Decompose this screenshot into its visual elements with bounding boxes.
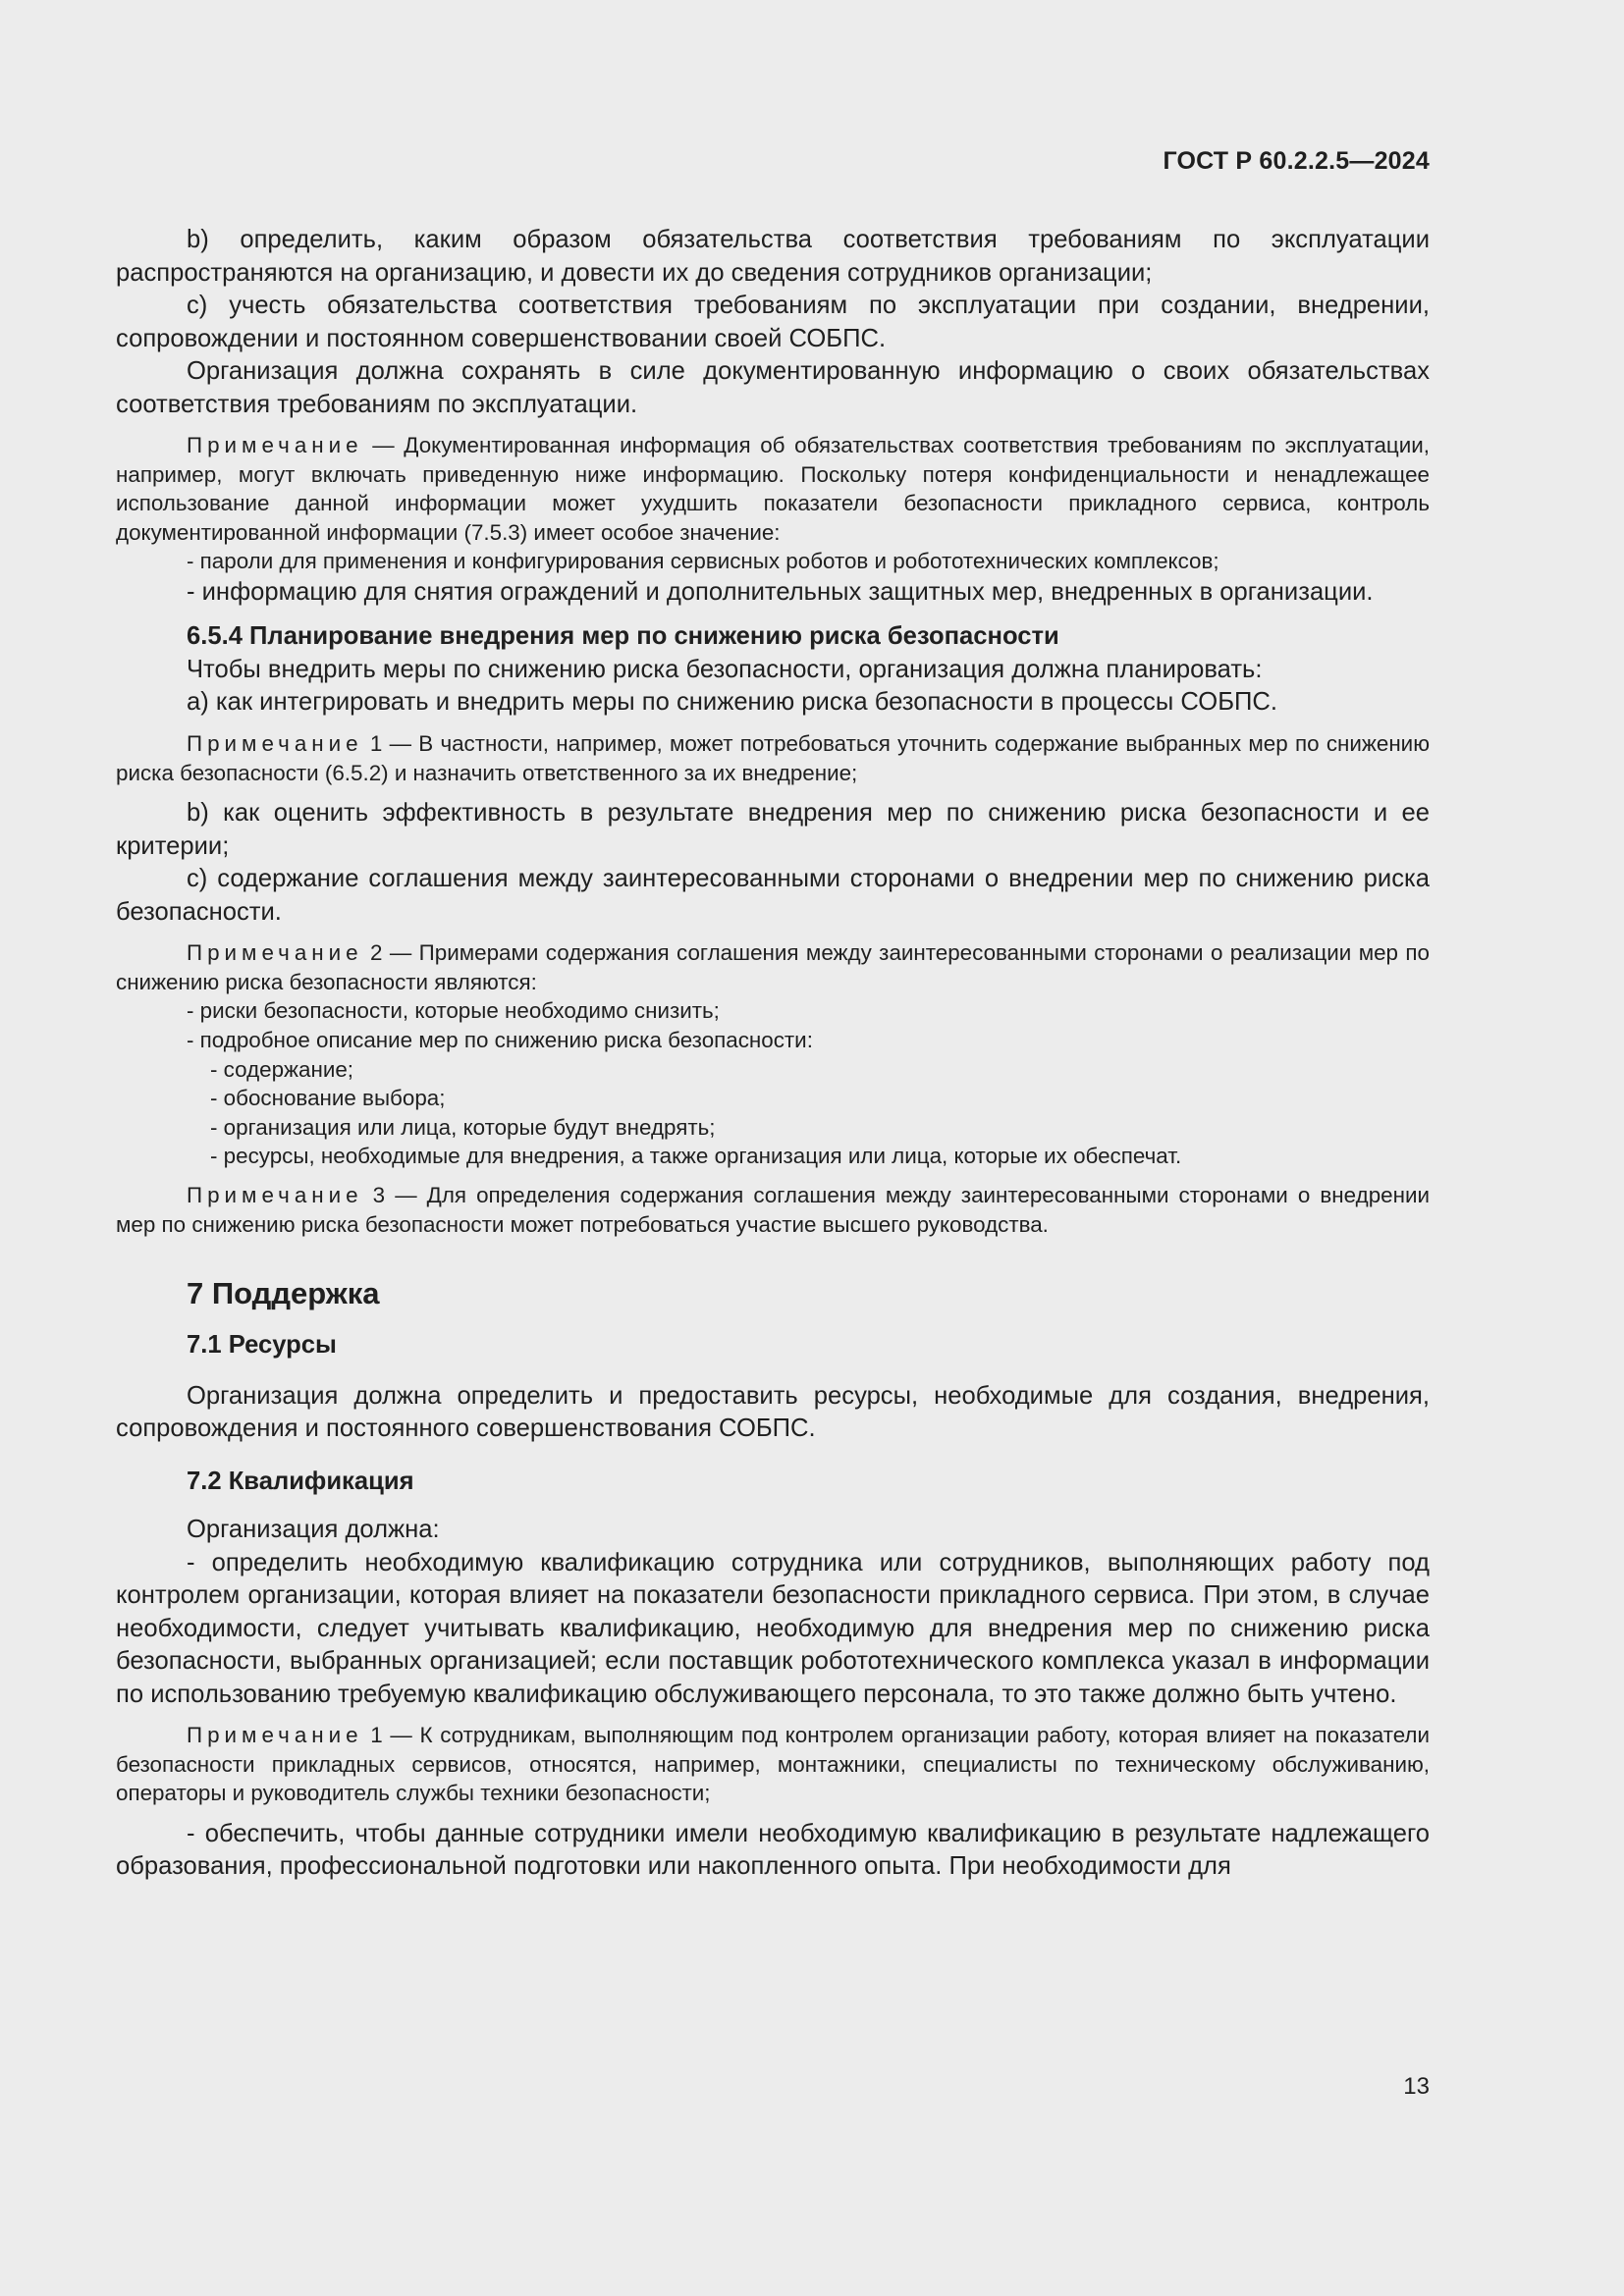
paragraph: Чтобы внедрить меры по снижению риска безопасности, организация должна планировать: [187,655,1263,683]
note-text: 1 — В частности, например, может потребоваться уточнить содержание выбранных мер по снижению риска безопасности (6.5.2) и назначить ответственного за их внедрение; [116,730,1430,785]
note-text: 1 — К сотрудникам, выполняющим под контролем организации работу, которая влияет на показатели безопасности прикладных сервисов, относятся, например, монтажники, специалисты по техническому обслуживанию, операторы и руководитель службы техники безопасности; [116,1723,1430,1806]
paragraph: c) содержание соглашения между заинтересованными сторонами о внедрении мер по снижению риска безопасности. [116,865,1430,926]
page-number: 13 [1403,2073,1430,2100]
note [116,1721,1430,1808]
paragraph: c) учесть обязательства соответствия требованиям по эксплуатации при создании, внедрении, сопровождении и постоянном совершенствовании своей СОБПС. [116,292,1430,352]
note-list-item: - подробное описание мер по снижению риска безопасности: [187,1027,813,1052]
note-label: Примечание [187,730,363,756]
note [116,1181,1430,1239]
paragraph: Организация должна: [187,1516,440,1544]
paragraph: - определить необходимую квалификацию сотрудника или сотрудников, выполняющих работу под контролем организации, которая влияет на показатели безопасности прикладного сервиса. При этом, в случае необходимости, следует учитывать квалификацию, необходимую для внедрения мер по снижению риска безопасности, выбранных организацией; если поставщик робототехнического комплекса указал в информации по использованию требуемую квалификацию обслуживающего персонала, то это также должно быть учтено. [116,1548,1430,1708]
section-heading: 7.2 Квалификация [187,1467,414,1495]
paragraph: - информацию для снятия ограждений и дополнительных защитных мер, внедренных в организации. [187,577,1374,606]
paragraph: Организация должна определить и предоставить ресурсы, необходимые для создания, внедрения, сопровождения и постоянного совершенствования СОБПС. [116,1381,1430,1443]
paragraph: - обеспечить, чтобы данные сотрудники имели необходимую квалификацию в результате надлежащего образования, профессиональной подготовки или накопленного опыта. При необходимости для [116,1819,1430,1881]
note-text: 2 — Примерами содержания соглашения между заинтересованными сторонами о реализации мер по снижению риска безопасности являются: [116,940,1430,994]
note [116,729,1430,787]
paragraph: a) как интегрировать и внедрить меры по снижению риска безопасности в процессы СОБПС. [187,688,1277,717]
page-body [116,224,1430,1884]
note-sublist-item: - организация или лица, которые будут внедрять; [210,1114,716,1140]
note-sublist-item: - обоснование выбора; [210,1086,446,1111]
chapter-heading: 7 Поддержка [187,1276,380,1311]
note-list-item: - риски безопасности, которые необходимо снизить; [187,998,720,1024]
paragraph: b) как оценить эффективность в результате внедрения мер по снижению риска безопасности и ее критерии; [116,799,1430,860]
document-page [116,0,1430,2296]
note-text: 3 — Для определения содержания соглашения между заинтересованными сторонами о внедрении мер по снижению риска безопасности может потребоваться участие высшего руководства. [116,1182,1430,1237]
note-list-item: - пароли для применения и конфигурирования сервисных роботов и робототехнических комплексов; [187,549,1219,574]
paragraph: Организация должна сохранять в силе документированную информацию о своих обязательствах соответствия требованиям по эксплуатации. [116,357,1430,418]
note-sublist-item: - ресурсы, необходимые для внедрения, а также организация или лица, которые их обеспечат. [210,1144,1182,1169]
note-label: Примечание [187,940,363,966]
note [116,431,1430,547]
section-heading: 6.5.4 Планирование внедрения мер по снижению риска безопасности [187,622,1059,651]
note-label: Примечание [187,433,363,457]
paragraph: b) определить, каким образом обязательства соответствия требованиям по эксплуатации распространяются на организацию, и довести их до сведения сотрудников организации; [116,226,1430,287]
note-label: Примечание [187,1182,363,1207]
section-heading: 7.1 Ресурсы [187,1331,337,1360]
document-code: ГОСТ Р 60.2.2.5—2024 [1163,147,1430,175]
note-label: Примечание [187,1723,363,1748]
note-sublist-item: - содержание; [210,1056,354,1082]
note-text: — Документированная информация об обязательствах соответствия требованиям по эксплуатации, например, могут включать приведенную ниже информацию. Поскольку потеря конфиденциальности и ненадлежащее использование данной информации может ухудшить показатели безопасности прикладного сервиса, контроль документированной информации (7.5.3) имеет особое значение: [116,433,1430,545]
note [116,938,1430,996]
